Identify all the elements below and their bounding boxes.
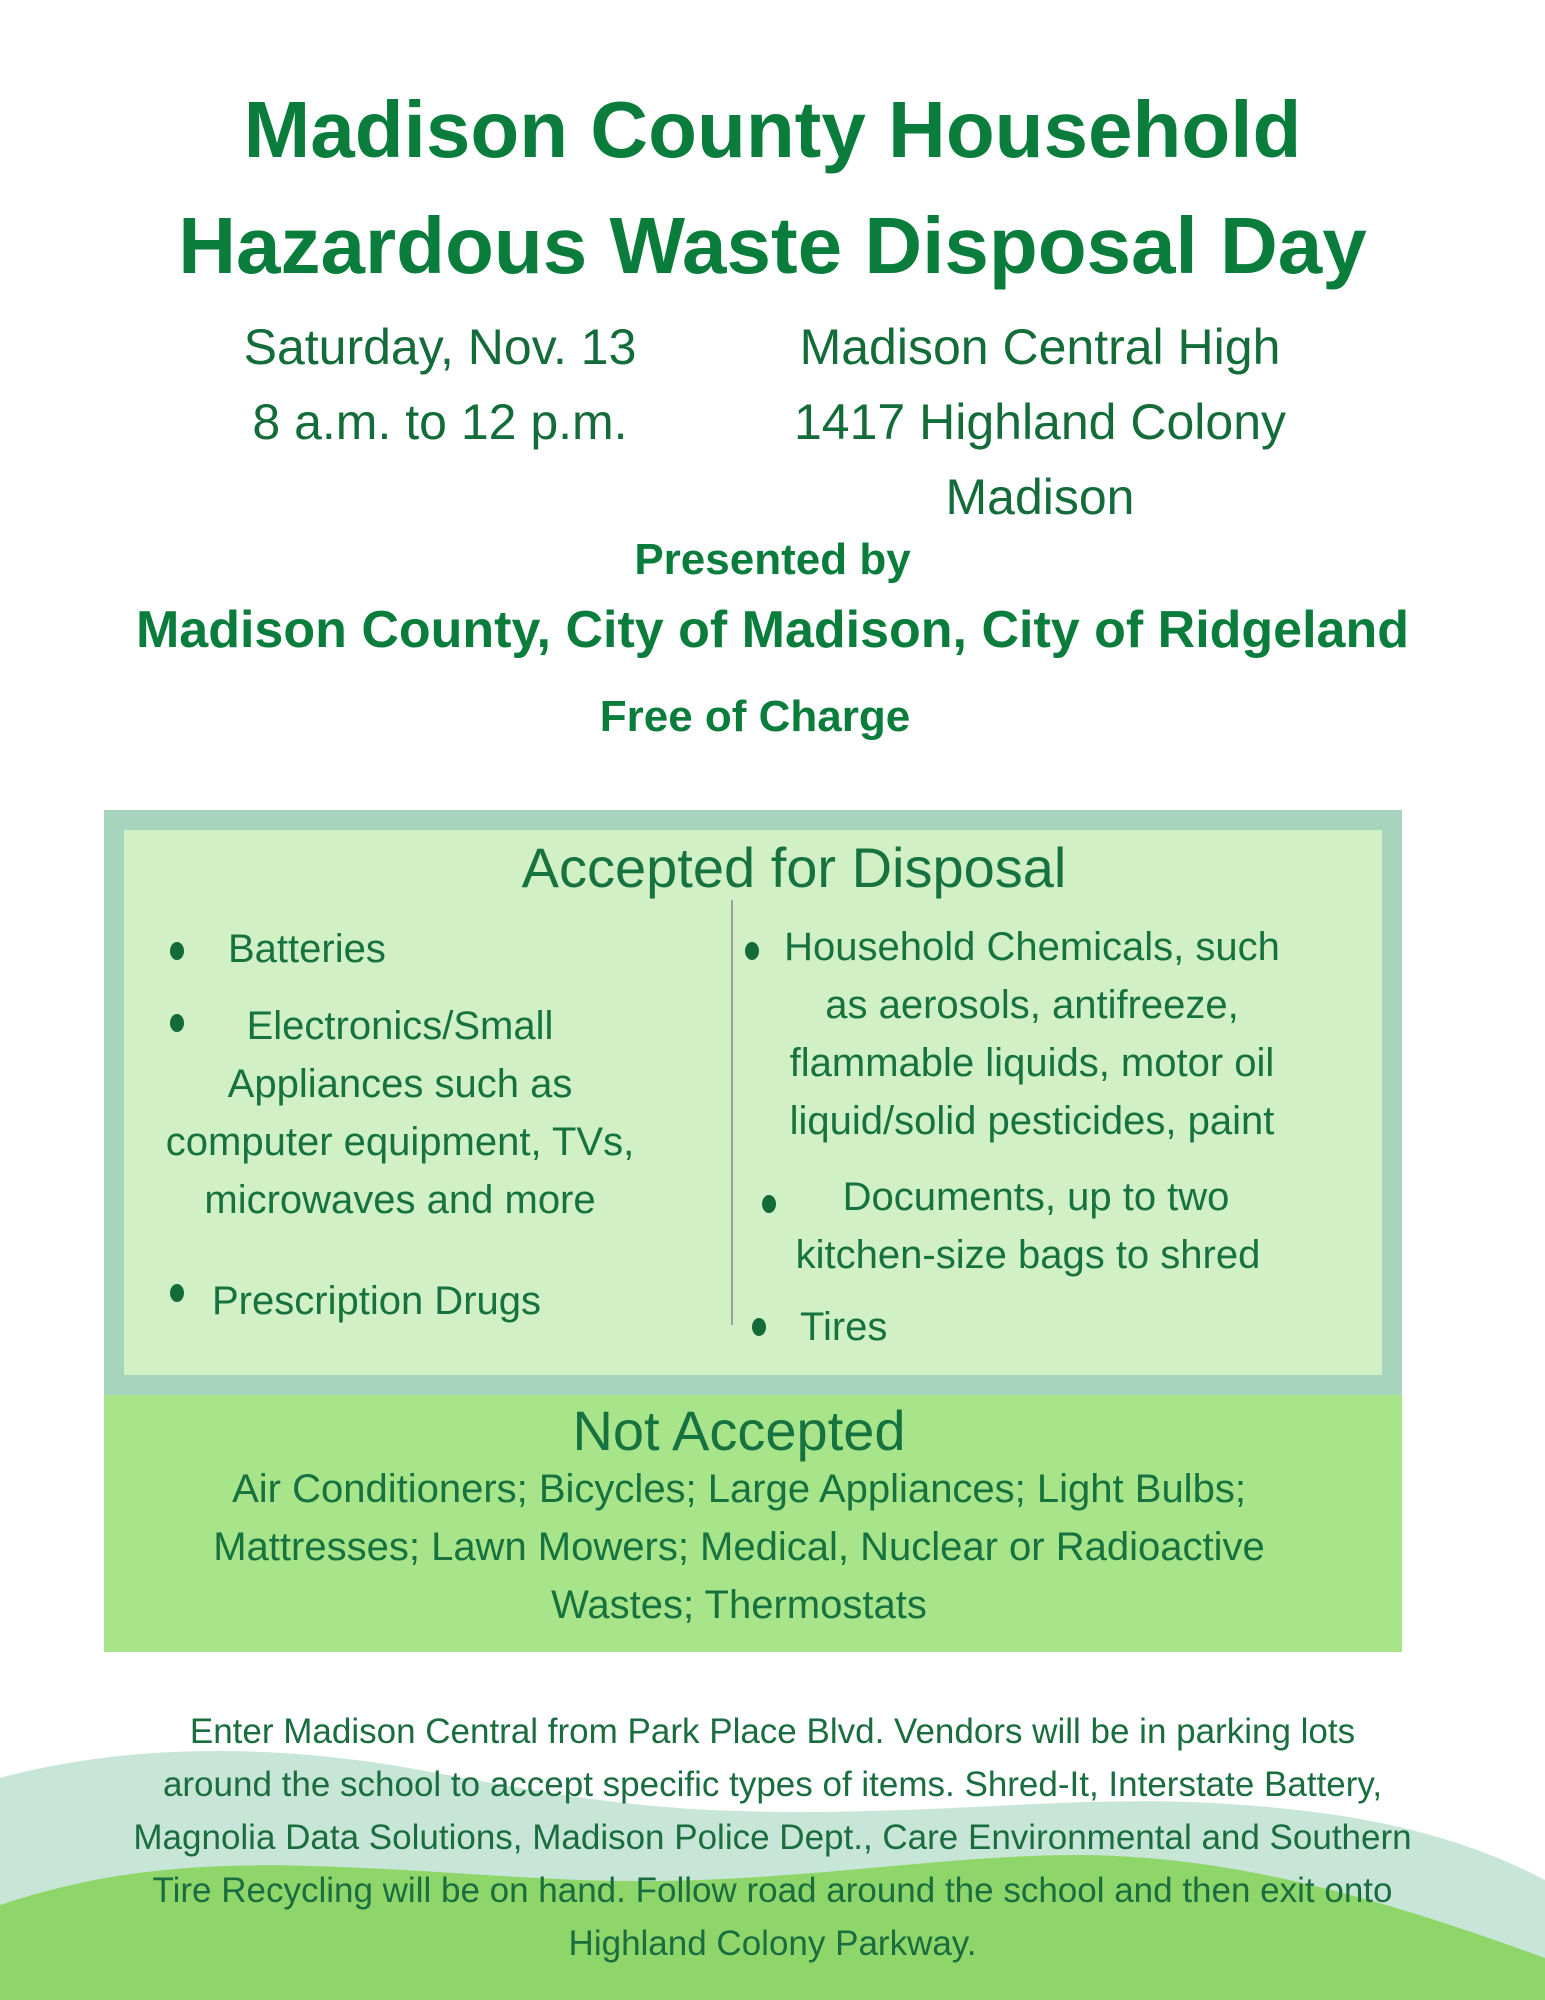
electronics-line-3: computer equipment, TVs, bbox=[165, 1120, 635, 1164]
item-batteries: Batteries bbox=[228, 927, 386, 971]
accepted-heading: Accepted for Disposal bbox=[521, 836, 1067, 899]
footer-line-4: Tire Recycling will be on hand. Follow road around the school and then exit onto bbox=[152, 1871, 1393, 1910]
chemicals-line-3: flammable liquids, motor oil bbox=[789, 1041, 1275, 1085]
event-address: 1417 Highland Colony bbox=[793, 394, 1287, 450]
not-accepted-line-1: Air Conditioners; Bicycles; Large Appliances; Light Bulbs; bbox=[232, 1467, 1246, 1511]
footer-line-2: around the school to accept specific types of items. Shred-It, Interstate Battery, bbox=[162, 1765, 1383, 1804]
electronics-line-1: Electronics/Small bbox=[246, 1004, 554, 1048]
event-city: Madison bbox=[945, 469, 1135, 525]
column-divider bbox=[731, 900, 733, 1325]
bullet-icon bbox=[752, 1318, 766, 1336]
title-line-2: Hazardous Waste Disposal Day bbox=[178, 201, 1367, 290]
electronics-line-2: Appliances such as bbox=[227, 1062, 573, 1106]
chemicals-line-4: liquid/solid pesticides, paint bbox=[789, 1099, 1275, 1143]
item-electronics bbox=[124, 997, 676, 1229]
item-household-chemicals bbox=[742, 918, 1322, 1150]
documents-line-2: kitchen-size bags to shred bbox=[795, 1233, 1261, 1277]
presented-by-label: Presented by bbox=[634, 535, 911, 584]
event-venue: Madison Central High bbox=[799, 319, 1281, 375]
presenter-names: Madison County, City of Madison, City of Ridgeland bbox=[135, 601, 1409, 659]
bullet-icon bbox=[745, 942, 759, 960]
event-time: 8 a.m. to 12 p.m. bbox=[252, 394, 628, 450]
chemicals-line-2: as aerosols, antifreeze, bbox=[825, 983, 1239, 1027]
directions-text bbox=[30, 1705, 1515, 1970]
footer-line-1: Enter Madison Central from Park Place Blvd. Vendors will be in parking lots bbox=[189, 1712, 1356, 1751]
bullet-icon bbox=[762, 1195, 776, 1213]
bullet-icon bbox=[170, 1284, 184, 1302]
free-of-charge: Free of Charge bbox=[599, 692, 911, 741]
event-date: Saturday, Nov. 13 bbox=[243, 319, 637, 375]
bullet-icon bbox=[170, 1014, 184, 1032]
title-line-1: Madison County Household bbox=[243, 85, 1302, 174]
footer-line-3: Magnolia Data Solutions, Madison Police Dept., Care Environmental and Southern bbox=[133, 1818, 1412, 1857]
electronics-line-4: microwaves and more bbox=[204, 1178, 596, 1222]
chemicals-line-1: Household Chemicals, such bbox=[784, 925, 1280, 969]
documents-line-1: Documents, up to two bbox=[842, 1175, 1230, 1219]
item-documents bbox=[758, 1168, 1298, 1284]
item-prescription-drugs: Prescription Drugs bbox=[212, 1279, 542, 1323]
not-accepted-line-3: Wastes; Thermostats bbox=[551, 1583, 927, 1627]
item-tires: Tires bbox=[800, 1305, 888, 1349]
not-accepted-line-2: Mattresses; Lawn Mowers; Medical, Nuclear or Radioactive bbox=[213, 1525, 1265, 1569]
not-accepted-heading: Not Accepted bbox=[572, 1399, 906, 1462]
not-accepted-list bbox=[104, 1460, 1374, 1634]
bullet-icon bbox=[170, 942, 184, 960]
footer-line-5: Highland Colony Parkway. bbox=[568, 1924, 977, 1963]
